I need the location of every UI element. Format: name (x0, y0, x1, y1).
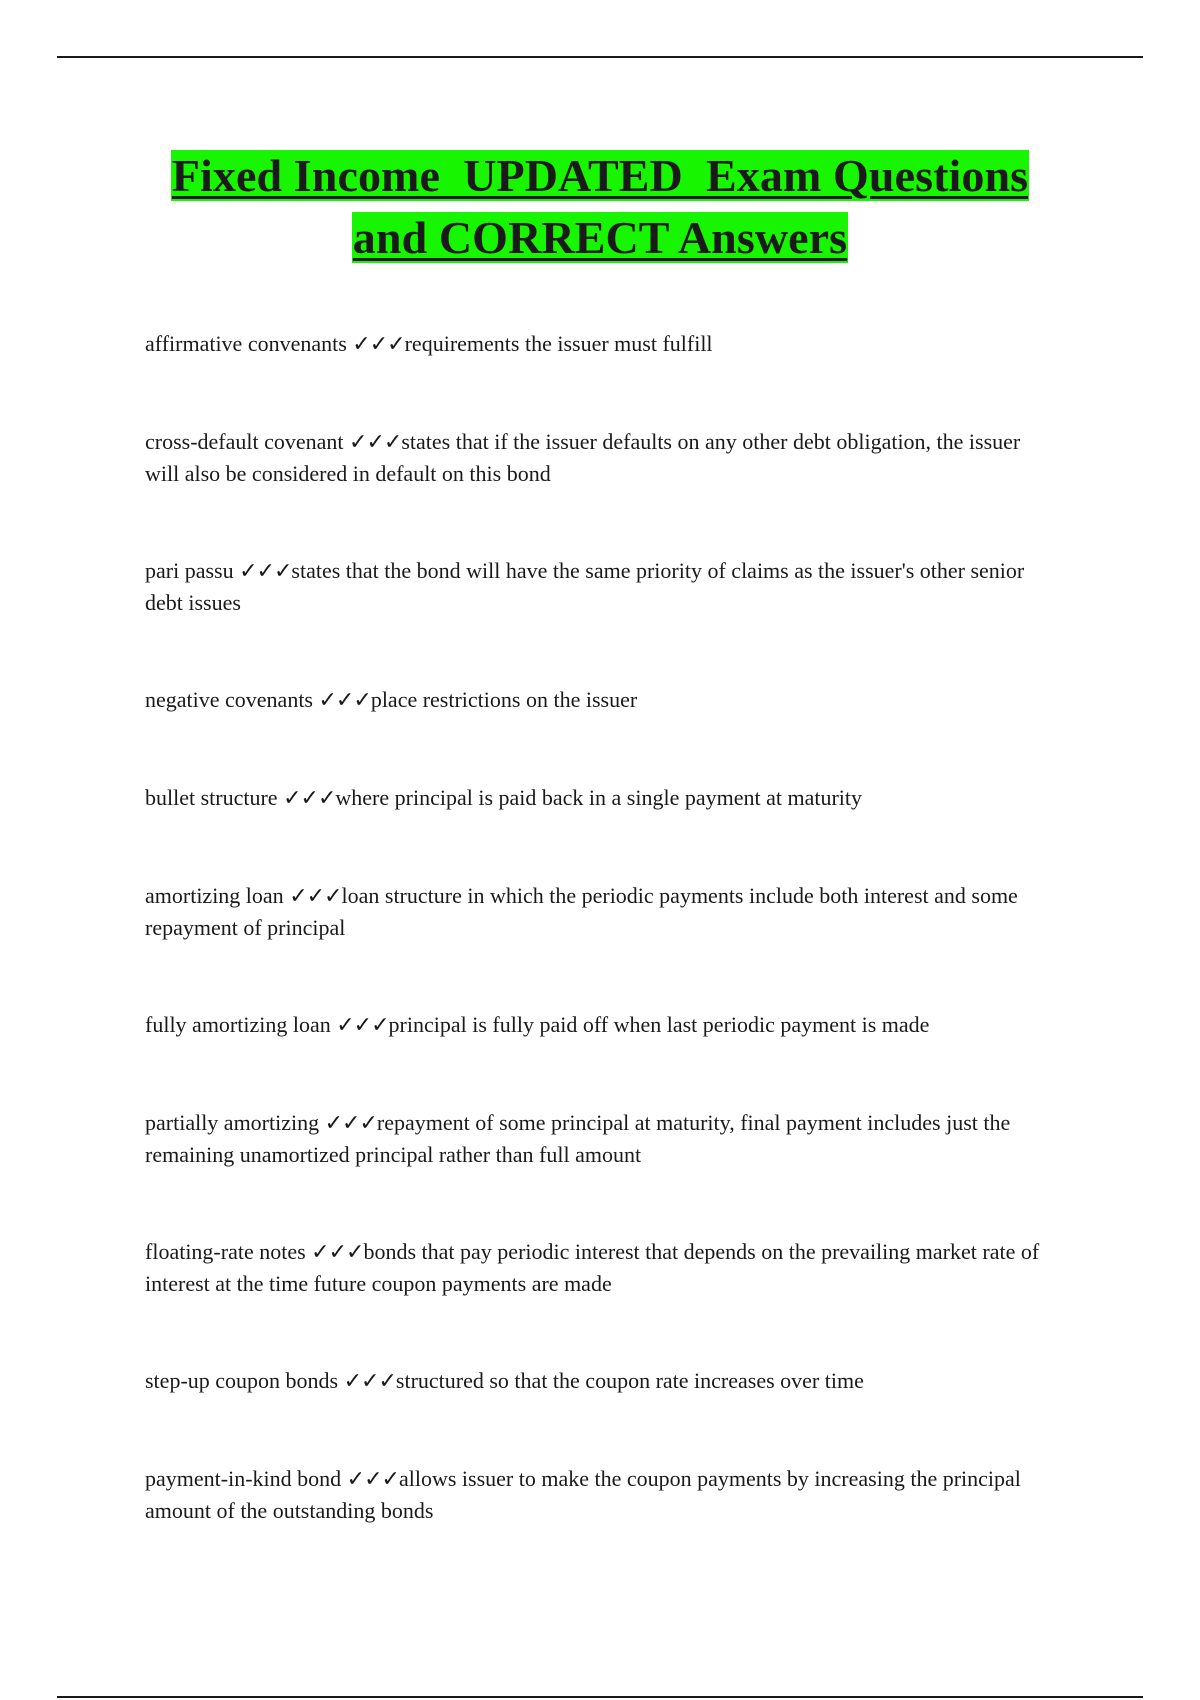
check-marks-icon: ✓✓✓ (324, 1111, 377, 1136)
entry-definition: loan structure in which the periodic payments include both interest and some repayment of principal (145, 883, 1018, 940)
check-marks-icon: ✓✓✓ (289, 884, 342, 909)
qa-entry (145, 880, 1055, 943)
qa-list (145, 328, 1055, 1526)
entry-definition: requirements the issuer must fulfill (404, 331, 713, 356)
entry-definition: states that the bond will have the same priority of claims as the issuer's other senior debt issues (145, 558, 1025, 615)
qa-entry (145, 1107, 1055, 1170)
entry-definition: states that if the issuer defaults on any other debt obligation, the issuer will also be considered in default on this bond (145, 429, 1021, 486)
check-marks-icon: ✓✓✓ (352, 332, 405, 357)
entry-term: payment-in-kind bond (145, 1466, 342, 1491)
entry-definition: place restrictions on the issuer (370, 687, 638, 712)
entry-term: step-up coupon bonds (145, 1368, 339, 1393)
entry-definition: bonds that pay periodic interest that depends on the prevailing market rate of interest at the time future coupon payments are made (145, 1239, 1040, 1296)
entry-definition: where principal is paid back in a single payment at maturity (335, 785, 863, 810)
qa-entry (145, 328, 1055, 360)
qa-entry (145, 684, 1055, 716)
entry-definition: principal is fully paid off when last periodic payment is made (388, 1012, 930, 1037)
entry-term: fully amortizing loan (145, 1012, 331, 1037)
qa-entry (145, 782, 1055, 814)
qa-entry (145, 555, 1055, 618)
qa-entry (145, 426, 1055, 489)
check-marks-icon: ✓✓✓ (336, 1013, 389, 1038)
check-marks-icon: ✓✓✓ (283, 786, 336, 811)
entry-term: partially amortizing (145, 1110, 320, 1135)
entry-term: floating-rate notes (145, 1239, 306, 1264)
entry-term: cross-default covenant (145, 429, 344, 454)
check-marks-icon: ✓✓✓ (318, 688, 371, 713)
title-line-2: and CORRECT Answers (352, 212, 848, 263)
check-marks-icon: ✓✓✓ (239, 559, 292, 584)
entry-term: negative covenants (145, 687, 313, 712)
qa-entry (145, 1463, 1055, 1526)
check-marks-icon: ✓✓✓ (346, 1467, 399, 1492)
entry-term: affirmative convenants (145, 331, 347, 356)
title-line-1: Fixed Income UPDATED Exam Questions (171, 150, 1029, 201)
top-rule (57, 56, 1143, 58)
check-marks-icon: ✓✓✓ (311, 1240, 364, 1265)
entry-definition: structured so that the coupon rate increases over time (395, 1368, 864, 1393)
entry-term: bullet structure (145, 785, 278, 810)
entry-term: amortizing loan (145, 883, 284, 908)
check-marks-icon: ✓✓✓ (349, 430, 402, 455)
entry-definition: allows issuer to make the coupon payments by increasing the principal amount of the outstanding bonds (145, 1466, 1021, 1523)
document-title (100, 145, 1100, 269)
qa-entry (145, 1365, 1055, 1397)
qa-entry (145, 1009, 1055, 1041)
bottom-rule (57, 1696, 1143, 1698)
check-marks-icon: ✓✓✓ (343, 1369, 396, 1394)
entry-term: pari passu (145, 558, 234, 583)
qa-entry (145, 1236, 1055, 1299)
entry-definition: repayment of some principal at maturity, final payment includes just the remaining unamortized principal rather than full amount (145, 1110, 1011, 1167)
